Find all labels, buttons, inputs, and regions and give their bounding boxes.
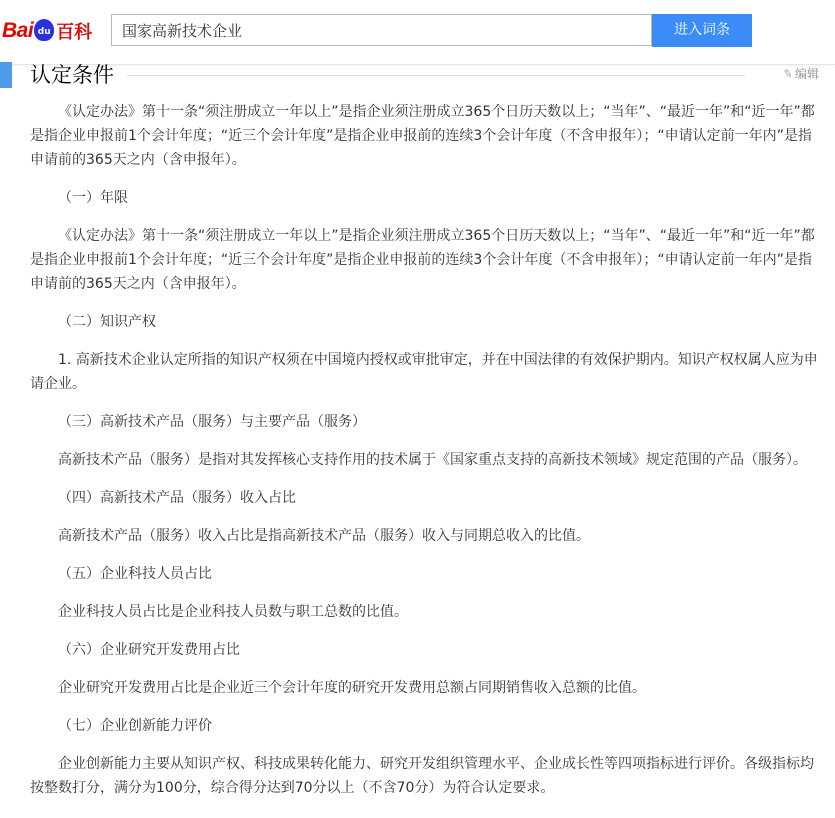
search-box[interactable]: [111, 14, 652, 46]
subsection-heading: （六）企业研究开发费用占比: [58, 642, 240, 658]
section-title: 认定条件: [30, 63, 114, 87]
pencil-icon: ✎: [781, 65, 795, 82]
logo-baike-text: 百科: [56, 22, 93, 43]
paragraph: 企业创新能力主要从知识产权、科技成果转化能力、研究开发组织管理水平、企业成长性等四项指标进行评价。各级指标均按整数打分，满分为100分，综合得分达到70分以上（不含70分）为符合认定要求。: [30, 756, 814, 796]
subsection-heading: （七）企业创新能力评价: [58, 718, 212, 734]
edit-label: 编辑: [794, 67, 819, 81]
paragraph: 高新技术产品（服务）收入占比是指高新技术产品（服务）收入与同期总收入的比值。: [58, 528, 590, 544]
search-input[interactable]: [112, 15, 651, 45]
subsection-heading: （五）企业科技人员占比: [58, 566, 212, 582]
paragraph: 高新技术产品（服务）是指对其发挥核心支持作用的技术属于《国家重点支持的高新技术领域》规定范围的产品（服务）。: [58, 452, 807, 468]
paragraph: 企业科技人员占比是企业科技人员数与职工总数的比值。: [58, 604, 408, 620]
subsection-heading: （三）高新技术产品（服务）与主要产品（服务）: [58, 414, 366, 430]
paragraph: 企业研究开发费用占比是企业近三个会计年度的研究开发费用总额占同期销售收入总额的比值。: [58, 680, 646, 696]
subsection-heading: （四）高新技术产品（服务）收入占比: [58, 490, 296, 506]
top-bar: [0, 0, 835, 65]
subsection-heading: （二）知识产权: [58, 314, 156, 330]
edit-link[interactable]: [783, 65, 819, 82]
paragraph: 《认定办法》第十一条“须注册成立一年以上”是指企业须注册成立365个日历天数以上；“当年”、“最近一年”和“近一年”都是指企业申报前1个会计年度；“近三个会计年度”是指企业申报前的连续3个会计年度（不含申报年）；“申请认定前一年内”是指申请前的365天之内（含申报年）。: [30, 104, 815, 168]
section-accent-bar: [0, 62, 12, 88]
logo-bai-text: Bai: [2, 19, 34, 42]
section-divider: [127, 75, 745, 76]
paw-icon: du: [34, 19, 54, 41]
enter-entry-button[interactable]: 进入词条: [652, 14, 752, 47]
paragraph: 《认定办法》第十一条“须注册成立一年以上”是指企业须注册成立365个日历天数以上；“当年”、“最近一年”和“近一年”都是指企业申报前1个会计年度；“近三个会计年度”是指企业申报前的连续3个会计年度（不含申报年）；“申请认定前一年内”是指申请前的365天之内（含申报年）。: [30, 228, 815, 292]
article-content: [30, 100, 820, 814]
baidu-baike-logo[interactable]: [2, 16, 92, 46]
subsection-heading: （一）年限: [58, 190, 128, 206]
section-header: [0, 62, 835, 90]
paragraph: 1. 高新技术企业认定所指的知识产权须在中国境内授权或审批审定，并在中国法律的有效保护期内。知识产权权属人应为申请企业。: [30, 352, 818, 392]
